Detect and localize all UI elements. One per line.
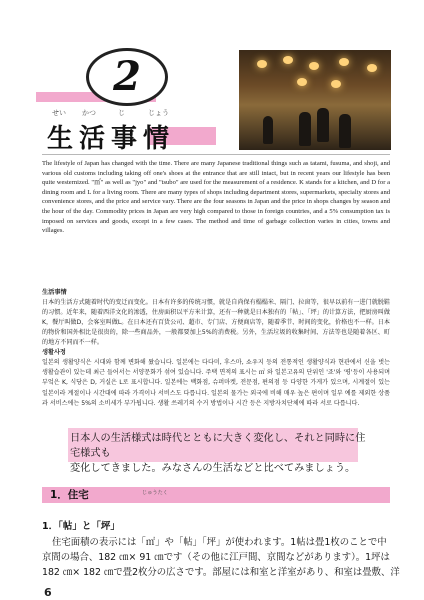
page-number: 6 bbox=[44, 586, 52, 599]
section-title-ruby: じゅうたく bbox=[142, 490, 168, 496]
title-ruby: せい bbox=[52, 109, 66, 117]
section-title: 1．住宅 bbox=[50, 489, 89, 501]
title-divider bbox=[42, 154, 390, 155]
page-title: 生活事情 bbox=[47, 124, 176, 154]
title-ruby: かつ bbox=[82, 109, 96, 117]
chapter-number: 2 bbox=[113, 53, 141, 100]
intro-line-1: 日本人の生活様式は時代とともに大きく変化し、それと同時に住宅様式も bbox=[70, 433, 366, 459]
korean-label: 생활사정 bbox=[42, 349, 66, 356]
subsection-title: 1．「帖」と「坪」 bbox=[42, 521, 120, 532]
english-paragraph: The lifestyle of Japan has changed with the time. There are many Japanese traditional things such as tatami, fusuma, and shoji, and various old customs including taking off one's shoes at the entrance that are still intact, but in recent years our lifestyle has been quite westernized. "㎡" as well as "jyo" and "tsubo" are used for the measurement of a residence. K stands for a kitchen, and D for a dining room and L for a living room. There are many types of shops including department stores, supermarkets, specialty stores and convenience stores, and the price and service vary. There are the four seasons in Japan and the price in shops changes by season and the hour of the day. Commodity prices in Japan are very high compared to those in foreign countries, and a 5% consumption tax is imposed on services and goods, except in a few cases. The method and time of garbage collection varies in cities, towns and villages. bbox=[42, 160, 390, 235]
japanese-intro bbox=[70, 431, 370, 476]
section-heading-bar bbox=[42, 487, 390, 503]
body-line-3: 182 ㎝× 182 ㎝で畳2枚分の広さです。部屋には和室と洋室があり、和室は畳敷、洋 bbox=[42, 567, 400, 578]
body-line-1: 住宅面積の表示には「㎡」や「帖」「坪」が使われます。1帖は畳1枚のことで中 bbox=[52, 537, 387, 548]
title-ruby: じょう bbox=[148, 109, 169, 117]
intro-line-2: 変化してきました。みなさんの生活などと比べてみましょう。 bbox=[70, 463, 356, 474]
korean-paragraph: 일본의 생활양식은 시대와 함께 변화해 왔습니다. 일본에는 다다미, 후스마, 쇼우지 등의 전통적인 생활양식과 현관에서 신을 벗는 생활습관이 있는데 최근 들어서는 서양문화가 섞여 있습니다. 주택 면적의 표시는 ㎡ 와 일본고유의 단위인 '죠'와 '평'등이 사용되며 부엌은 K, 식당은 D, 거실은 L로 표시합니다. 일본에는 백화점, 슈퍼마켓, 전문점, 편의점 등 다양한 가게가 있으며, 시계절이 있는 일본이라 계절이나 시간대에 따라 가격이나 서비스도 다릅니다. 일본의 물가는 외국에 비해 매우 높은 편이며 일부 예를 제외한 상품과 서비스에는 5%의 소비세가 부가됩니다. 생활 쓰레기의 수거 방법이나 시간 등은 지방자치단체에 따라 서로 다릅니다. bbox=[42, 359, 390, 407]
title-ruby: じ bbox=[118, 109, 125, 117]
chinese-paragraph: 日本的生活方式随着时代的变迁而变化。日本有许多的传统习惯，就是自尚保有榻榻米、隔门、拉窗等，很早以前有一进门就脱鞋的习惯。近年来，随着西洋文化的渗透，住房面积以平方米计算，还有一种就是日本独有的「帖」、「坪」的计算方法，把厨房叫做K，餐厅叫做D，会客室叫做L。在日本还有百货公司、超市、专门店、方便商店等，随着季节、时间的变化，价格也不一样。日本的物价和国外相比是很贵的，除一些商品外，一般都要加上5%的消费税。另外，生活垃圾的收集时间、方法等也是随着各区、町的地方不同而不一样。 bbox=[42, 299, 390, 346]
market-street-photo bbox=[239, 50, 391, 150]
chinese-label: 生活事情 bbox=[42, 289, 67, 296]
chapter-number-badge bbox=[86, 48, 168, 106]
body-line-2: 京間の場合、182 ㎝× 91 ㎝です（その他に江戸間、京間などがあります）。1坪は bbox=[42, 552, 390, 563]
